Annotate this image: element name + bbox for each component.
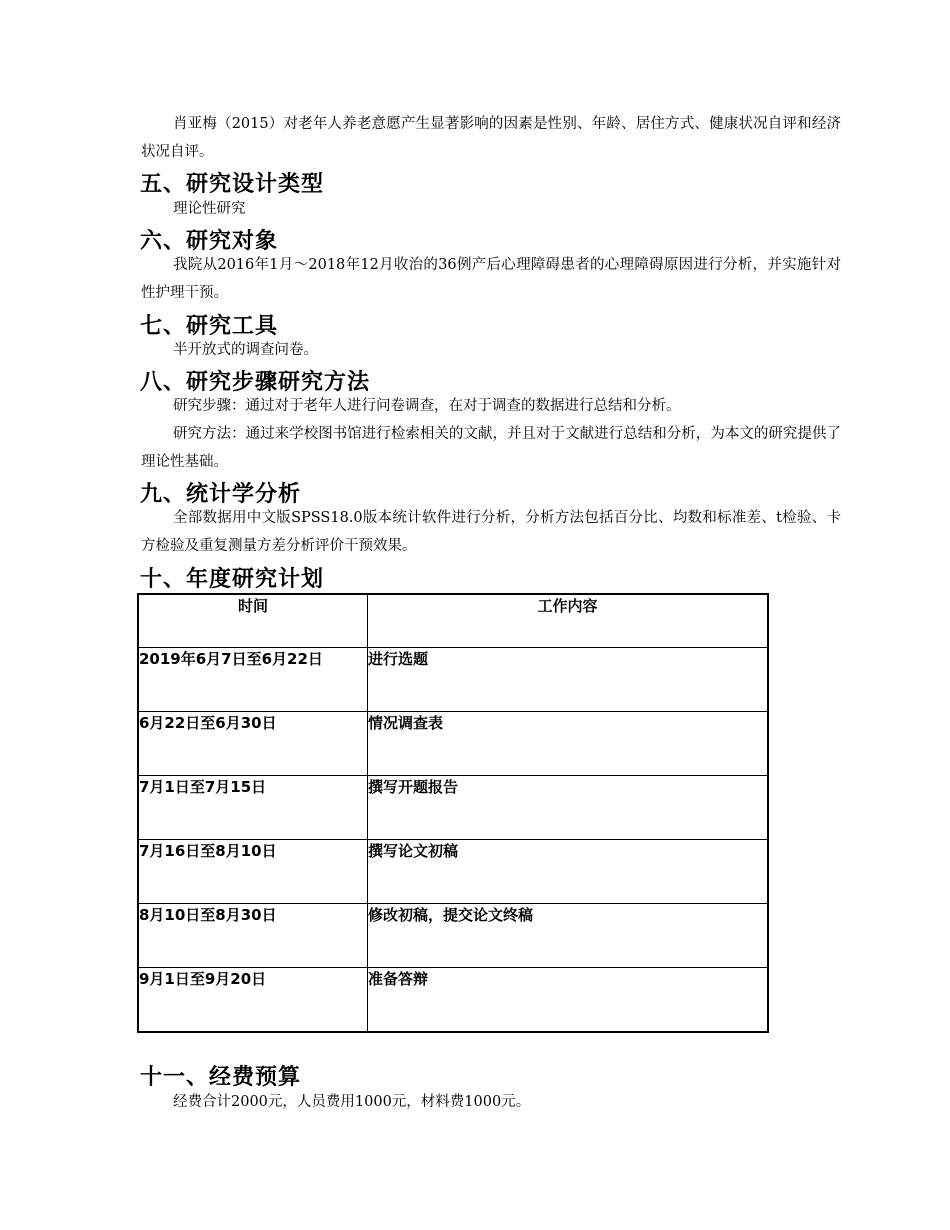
section-heading-annual-plan: 十、年度研究计划 xyxy=(140,567,325,592)
section-heading-budget: 十一、经费预算 xyxy=(140,1065,302,1090)
table-row xyxy=(138,840,768,904)
design-type-text: 理论性研究 xyxy=(173,201,246,217)
work-content-cell: 撰写开题报告 xyxy=(368,776,769,840)
time-cell: 6月22日至6月30日 xyxy=(138,712,368,776)
work-content-cell: 修改初稿，提交论文终稿 xyxy=(368,904,769,968)
time-cell: 7月16日至8月10日 xyxy=(138,840,368,904)
steps-text: 研究步骤：通过对于老年人进行问卷调查，在对于调查的数据进行总结和分析。 xyxy=(173,398,681,414)
table-row xyxy=(138,968,768,1033)
table-row xyxy=(138,712,768,776)
statistics-text: 全部数据用中文版SPSS18.0版本统计软件进行分析，分析方法包括百分比、均数和标准差、t检验、卡方检验及重复测量方差分析评价干预效果。 xyxy=(141,510,841,554)
tools-text: 半开放式的调查问卷。 xyxy=(173,342,318,358)
budget-text: 经费合计2000元，人员费用1000元，材料费1000元。 xyxy=(173,1094,531,1110)
table-header-row xyxy=(138,594,768,648)
header-work-content: 工作内容 xyxy=(368,594,769,648)
section-heading-tools: 七、研究工具 xyxy=(140,314,279,339)
methods-text: 研究方法：通过来学校图书馆进行检索相关的文献，并且对于文献进行总结和分析，为本文的研究提供了理论性基础。 xyxy=(141,426,841,470)
header-time: 时间 xyxy=(138,594,368,648)
intro-paragraph: 肖亚梅（2015）对老年人养老意愿产生显著影响的因素是性别、年龄、居住方式、健康状况自评和经济状况自评。 xyxy=(141,116,841,160)
time-cell: 2019年6月7日至6月22日 xyxy=(138,648,368,712)
annual-plan-table xyxy=(137,593,769,1033)
table-row xyxy=(138,648,768,712)
time-cell: 9月1日至9月20日 xyxy=(138,968,368,1033)
work-content-cell: 进行选题 xyxy=(368,648,769,712)
section-heading-subjects: 六、研究对象 xyxy=(140,229,279,254)
time-cell: 7月1日至7月15日 xyxy=(138,776,368,840)
table-row xyxy=(138,776,768,840)
work-content-cell: 撰写论文初稿 xyxy=(368,840,769,904)
subjects-text: 我院从2016年1月～2018年12月收治的36例产后心理障碍患者的心理障碍原因进行分析，并实施针对性护理干预。 xyxy=(141,257,841,301)
section-heading-design-type: 五、研究设计类型 xyxy=(140,172,325,197)
table-row xyxy=(138,904,768,968)
section-heading-statistics: 九、统计学分析 xyxy=(140,482,302,507)
work-content-cell: 准备答辩 xyxy=(368,968,769,1033)
time-cell: 8月10日至8月30日 xyxy=(138,904,368,968)
section-heading-steps-methods: 八、研究步骤研究方法 xyxy=(140,370,371,395)
work-content-cell: 情况调查表 xyxy=(368,712,769,776)
